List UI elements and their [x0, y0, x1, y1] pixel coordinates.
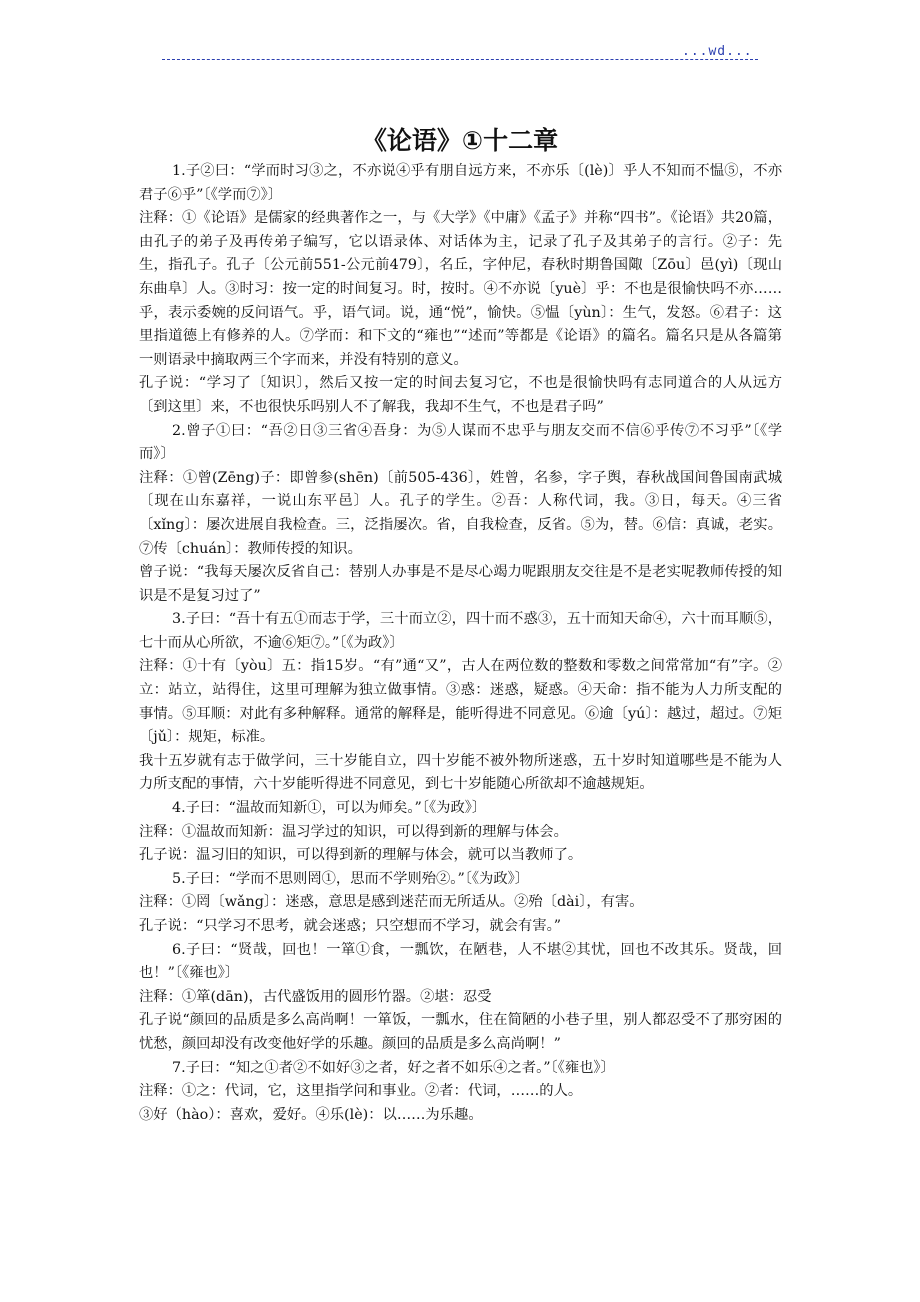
paragraph: 注释：①曾(Zēng)子：即曾参(shēn)〔前505-436〕，姓曾，名参，字子舆，春秋战国间鲁国南武城〔现在山东嘉祥，一说山东平邑〕人。孔子的学生。②吾：人称代词，我。③日，每天。④三省〔xǐng〕：屡次进展自我检查。三，泛指屡次。省，自我检查，反省。⑤为，替。⑥信：真诚，老实。⑦传〔chuán〕：教师传授的知识。: [139, 469, 782, 557]
paragraph: 注释：①十有〔yòu〕五：指15岁。“有”通“又”，古人在两位数的整数和零数之间常常加“有”字。②立：站立，站得住，这里可理解为独立做事情。③惑：迷惑，疑惑。④天命：指不能为人力所支配的事情。⑤耳顺：对此有多种解释。通常的解释是，能听得进不同意见。⑥逾〔yú〕：越过，超过。⑦矩〔jǔ〕：规矩，标准。: [139, 658, 782, 746]
paragraph: 7.子曰：“知之①者②不如好③之者，好之者不如乐④之者。”〔《雍也》〕: [172, 1059, 615, 1076]
paragraph: 孔子说“颜回的品质是多么高尚啊！一箪饭，一瓢水，住在简陋的小巷子里，别人都忍受不了那穷困的忧愁，颜回却没有改变他好学的乐趣。颜回的品质是多么高尚啊！”: [139, 1012, 782, 1052]
paragraph: 5.子曰：“学而不思则罔①，思而不学则殆②。”〔《为政》〕: [172, 870, 530, 887]
paragraph: 注释：①温故而知新：温习学过的知识，可以得到新的理解与体会。: [139, 823, 568, 840]
paragraph: 我十五岁就有志于做学问，三十岁能自立，四十岁能不被外物所迷惑，五十岁时知道哪些是不能为人力所支配的事情，六十岁能听得进不同意见，到七十岁能随心所欲却不逾越规矩。: [139, 752, 782, 793]
paragraph: 3.子曰：“吾十有五①而志于学，三十而立②，四十而不惑③，五十而知天命④，六十而耳顺⑤，七十而从心所欲，不逾⑥矩⑦。”〔《为政》〕: [139, 611, 782, 651]
paragraph: ③好（hào）：喜欢，爱好。④乐(lè)：以……为乐趣。: [139, 1106, 483, 1123]
paragraph: 注释：①箪(dān)，古代盛饭用的圆形竹器。②堪：忍受: [139, 988, 492, 1005]
header-mark: ...wd...: [682, 44, 753, 59]
paragraph: 2.曾子①曰：“吾②日③三省④吾身：为⑤人谋而不忠乎与朋友交而不信⑥乎传⑦不习乎”〔《学而》〕: [139, 422, 782, 463]
paragraph: 孔子说：“只学习不思考，就会迷惑；只空想而不学习，就会有害。”: [139, 918, 562, 934]
document-body: [139, 160, 782, 1127]
paragraph: 注释：①罔〔wǎng〕：迷惑，意思是感到迷茫而无所适从。②殆〔dài〕，有害。: [139, 894, 644, 911]
paragraph: 曾子说：“我每天屡次反省自己：替别人办事是不是尽心竭力呢跟朋友交往是不是老实呢教师传授的知识是不是复习过了”: [139, 564, 782, 604]
paragraph: 4.子曰：“温故而知新①，可以为师矣。”〔《为政》〕: [172, 800, 487, 817]
paragraph: 注释：①之：代词，它，这里指学问和事业。②者：代词，……的人。: [139, 1083, 583, 1100]
header-dashed-rule: [162, 59, 758, 60]
paragraph: 6.子曰：“贤哉，回也！一箪①食，一瓢饮，在陋巷，人不堪②其忧，回也不改其乐。贤哉，回也！”〔《雍也》〕: [139, 941, 782, 982]
page-title: 《论语》①十二章: [361, 126, 559, 155]
paragraph: 注释：①《论语》是儒家的经典著作之一，与《大学》《中庸》《孟子》并称“四书”。《论语》共20篇，由孔子的弟子及再传弟子编写，它以语录体、对话体为主，记录了孔子及其弟子的言行。②子：先生，指孔子。孔子〔公元前551-公元前479〕，名丘，字仲尼，春秋时期鲁国陬〔Zōu〕邑(yì)〔现山东曲阜〕人。③时习：按一定的时间复习。时，按时。④不亦说〔yuè〕乎：不也是很愉快吗不亦……乎，表示委婉的反问语气。乎，语气词。说，通“悦”，愉快。⑤愠〔yùn〕：生气，发怒。⑥君子：这里指道德上有修养的人。⑦学而：和下文的“雍也”“述而”等都是《论语》的篇名。篇名只是从各篇第一则语录中摘取两三个字而来，并没有特别的意义。: [139, 210, 782, 368]
paragraph: 孔子说：温习旧的知识，可以得到新的理解与体会，就可以当教师了。: [139, 847, 583, 864]
paragraph: 孔子说：“学习了〔知识〕，然后又按一定的时间去复习它，不也是很愉快吗有志同道合的人从远方〔到这里〕来，不也很快乐吗别人不了解我，我却不生气，不也是君子吗”: [139, 375, 782, 415]
paragraph: 1.子②曰：“学而时习③之，不亦说④乎有朋自远方来，不亦乐〔(lè)〕乎人不知而不愠⑤，不亦君子⑥乎”〔《学而⑦》〕: [139, 163, 782, 203]
